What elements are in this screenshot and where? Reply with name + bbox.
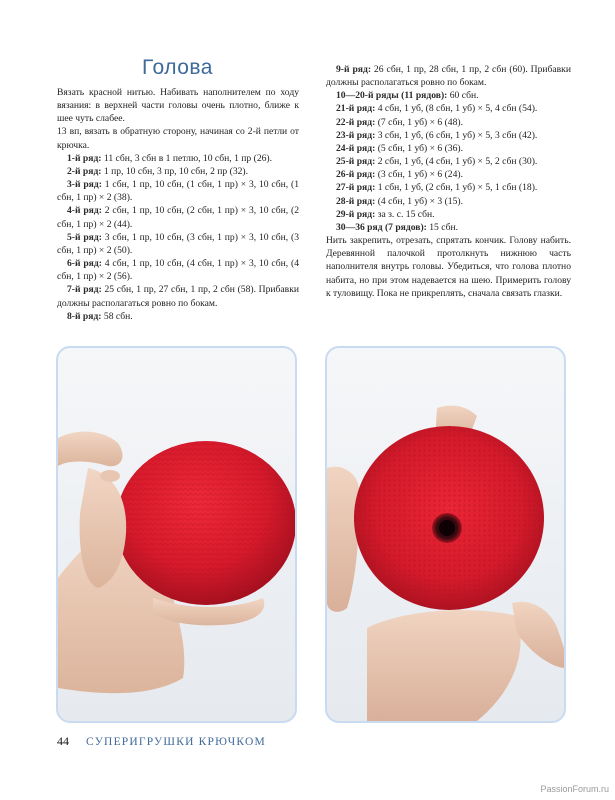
row-instructions: 2 сбн, 1 уб, (4 сбн, 1 уб) × 5, 2 сбн (30).: [375, 156, 538, 168]
pattern-row: [57, 152, 299, 165]
pattern-row: [57, 310, 299, 323]
row-label: 27-й ряд:: [336, 182, 376, 194]
pattern-row: [326, 221, 571, 234]
right-column: [326, 63, 571, 300]
watermark: PassionForum.ru: [540, 784, 609, 794]
row-instructions: (3 сбн, 1 уб) × 6 (24).: [375, 169, 463, 181]
page-footer: [57, 734, 266, 749]
row-instructions: за з. с. 15 сбн.: [375, 208, 435, 220]
pattern-row: [326, 181, 571, 194]
row-label: 23-й ряд:: [336, 129, 376, 141]
pattern-row: [57, 178, 299, 204]
pattern-row: [326, 102, 571, 115]
row-label: 4-й ряд:: [67, 205, 102, 217]
row-label: 2-й ряд:: [67, 165, 102, 177]
photo-head-side-image: [58, 348, 295, 721]
paragraph-text: 13 вп, вязать в обратную сторону, начиная со 2-й петли от крючка.: [57, 126, 299, 151]
row-label: 22-й ряд:: [336, 116, 376, 128]
row-label: 8-й ряд:: [67, 310, 102, 322]
row-instructions: 25 сбн, 1 пр, 27 сбн, 1 пр, 2 сбн (58). Прибавки должны располагаться ровно по бокам.: [57, 284, 299, 309]
row-label: 5-й ряд:: [67, 231, 102, 243]
pattern-row: [57, 165, 299, 178]
pattern-row: [326, 208, 571, 221]
row-instructions: 58 сбн.: [101, 310, 133, 322]
photo-head-opening: [325, 346, 566, 723]
row-label: 10—20-й ряды (11 рядов):: [336, 90, 448, 102]
row-instructions: 4 сбн, 1 уб, (8 сбн, 1 уб) × 5, 4 сбн (54).: [375, 103, 538, 115]
left-column: [57, 86, 299, 323]
row-label: 21-й ряд:: [336, 103, 376, 115]
book-title: СУПЕРИГРУШКИ КРЮЧКОМ: [86, 736, 266, 748]
row-instructions: 3 сбн, 1 пр, 10 сбн, (3 сбн, 1 пр) × 3, 10 сбн, (3 сбн, 1 пр) × 2 (50).: [57, 231, 299, 256]
row-label: 29-й ряд:: [336, 208, 376, 220]
row-instructions: 4 сбн, 1 пр, 10 сбн, (4 сбн, 1 пр) × 3, 10 сбн, (4 сбн, 1 пр) × 2 (56).: [57, 258, 299, 283]
row-label: 30—36 ряд (7 рядов):: [336, 221, 427, 233]
pattern-row: [57, 231, 299, 257]
row-instructions: 1 сбн, 1 уб, (2 сбн, 1 уб) × 5, 1 сбн (18).: [375, 182, 538, 194]
row-instructions: 60 сбн.: [447, 90, 479, 102]
row-label: 26-й ряд:: [336, 169, 376, 181]
pattern-row: [326, 168, 571, 181]
row-instructions: (4 сбн, 1 уб) × 3 (15).: [375, 195, 463, 207]
paragraph: [57, 125, 299, 151]
row-label: 9-й ряд:: [336, 64, 372, 75]
row-label: 3-й ряд:: [67, 179, 102, 191]
row-label: 28-й ряд:: [336, 195, 376, 207]
pattern-row: [326, 155, 571, 168]
pattern-row: [326, 195, 571, 208]
row-instructions: 1 сбн, 1 пр, 10 сбн, (1 сбн, 1 пр) × 3, 10 сбн, (1 сбн, 1 пр) × 2 (38).: [57, 179, 299, 204]
pattern-row: [57, 257, 299, 283]
row-label: 7-й ряд:: [67, 284, 102, 296]
paragraph: [57, 86, 299, 125]
pattern-row: [326, 129, 571, 142]
row-label: 6-й ряд:: [67, 258, 102, 270]
row-instructions: 15 сбн.: [426, 221, 459, 233]
paragraph-text: Нить закрепить, отрезать, спрятать кончик. Голову набить. Деревянной палочкой протолкнуть нижнюю часть наполнителя внутрь головы. Убедиться, что голова плотно набита, но при этом надевается на шею. Примерить голову к туловищу. Пока не прикреплять, сначала связать глазки.: [326, 235, 571, 299]
row-instructions: (7 сбн, 1 уб) × 6 (48).: [375, 116, 463, 128]
row-label: 1-й ряд:: [67, 152, 102, 164]
pattern-row: [326, 63, 571, 89]
photo-head-opening-image: [327, 348, 564, 721]
row-instructions: 1 пр, 10 сбн, 3 пр, 10 сбн, 2 пр (32).: [101, 165, 249, 177]
row-instructions: 11 сбн, 3 сбн в 1 петлю, 10 сбн, 1 пр (26).: [101, 152, 273, 164]
page-number: 44: [57, 734, 69, 748]
row-instructions: 2 сбн, 1 пр, 10 сбн, (2 сбн, 1 пр) × 3, 10 сбн, (2 сбн, 1 пр) × 2 (44).: [57, 205, 299, 230]
paragraph-text: Вязать красной нитью. Набивать наполнителем по ходу вязания: в верхней части головы очень плотно, ближе к шее чуть слабее.: [57, 87, 299, 125]
row-instructions: 3 сбн, 1 уб, (6 сбн, 1 уб) × 5, 3 сбн (42).: [375, 129, 538, 141]
row-label: 24-й ряд:: [336, 142, 376, 154]
paragraph: [326, 234, 571, 300]
pattern-row: [326, 89, 571, 102]
pattern-row: [57, 283, 299, 309]
row-instructions: 26 сбн, 1 пр, 28 сбн, 1 пр, 2 сбн (60). Прибавки должны располагаться ровно по бокам.: [326, 64, 571, 89]
pattern-row: [326, 116, 571, 129]
row-instructions: (5 сбн, 1 уб) × 6 (36).: [375, 142, 463, 154]
row-label: 25-й ряд:: [336, 156, 376, 168]
photo-head-side: [56, 346, 297, 723]
pattern-row: [57, 204, 299, 230]
pattern-row: [326, 142, 571, 155]
section-title: Голова: [142, 56, 213, 79]
